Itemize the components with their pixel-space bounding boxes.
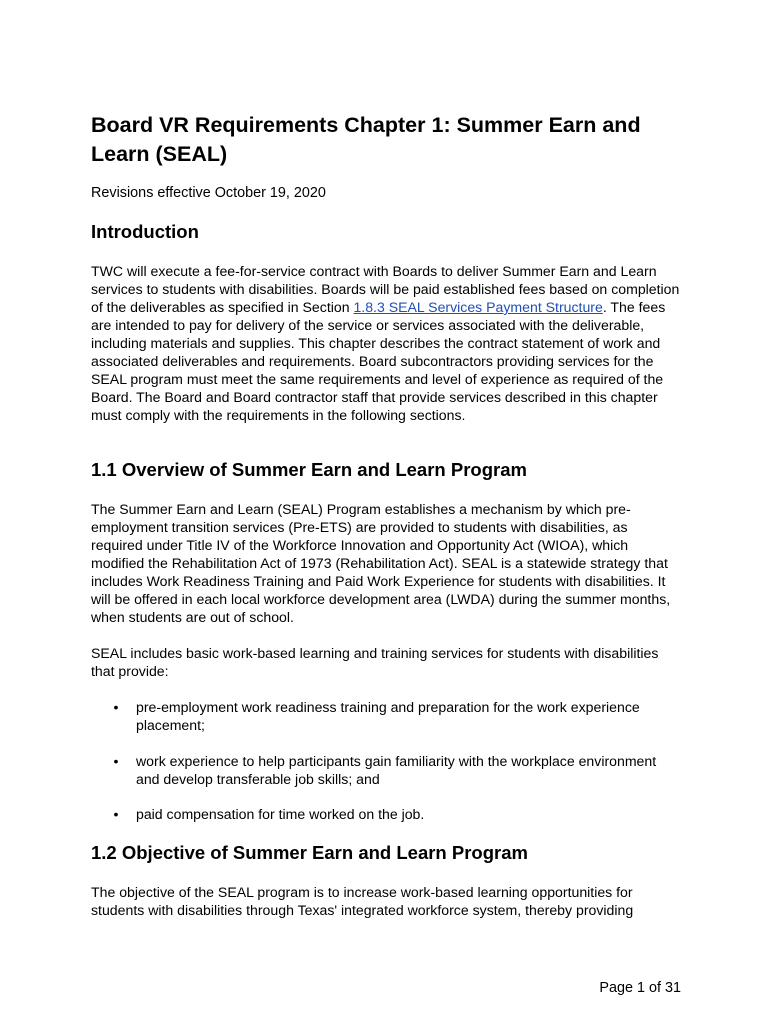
bullet-icon: • bbox=[113, 806, 119, 822]
list-item-text: work experience to help participants gain familiarity with the workplace environment and develop transferable job skills; and bbox=[136, 753, 657, 787]
revision-date: Revisions effective October 19, 2020 bbox=[91, 185, 326, 201]
page-number: Page 1 of 31 bbox=[599, 980, 681, 996]
list-item-text: pre-employment work readiness training and preparation for the work experience placement; bbox=[136, 699, 640, 733]
section-1-1-heading: 1.1 Overview of Summer Earn and Learn Program bbox=[91, 459, 527, 480]
section-1-1-paragraph-2: SEAL includes basic work-based learning and training services for students with disabilities that provide: bbox=[91, 645, 659, 679]
section-1-2-paragraph-1: The objective of the SEAL program is to increase work-based learning opportunities for students with disabilities through Texas' integrated workforce system, thereby providing bbox=[91, 884, 634, 918]
document-page bbox=[91, 0, 681, 1024]
section-1-2-heading: 1.2 Objective of Summer Earn and Learn Program bbox=[91, 842, 528, 863]
payment-structure-link[interactable]: 1.8.3 SEAL Services Payment Structure bbox=[353, 299, 603, 315]
bullet-icon: • bbox=[113, 699, 119, 715]
bullet-icon: • bbox=[113, 753, 119, 769]
introduction-paragraph bbox=[91, 262, 681, 424]
document-title: Board VR Requirements Chapter 1: Summer Earn and Learn (SEAL) bbox=[91, 113, 641, 166]
introduction-heading: Introduction bbox=[91, 221, 199, 242]
introduction-text-start: TWC will execute a fee-for-service contract with Boards to deliver Summer Earn and Learn services to students with disabilities. Boards will be paid established fees based on completion of the deliverables as specified in Section bbox=[91, 263, 680, 315]
section-1-1-paragraph-1: The Summer Earn and Learn (SEAL) Program establishes a mechanism by which pre-employment transition services (Pre-ETS) are provided to students with disabilities, as required under Title IV of the Workforce Innovation and Opportunity Act (WIOA), which modified the Rehabilitation Act of 1973 (Rehabilitation Act). SEAL is a statewide strategy that includes Work Readiness Training and Paid Work Experience for students with disabilities. It will be offered in each local workforce development area (LWDA) during the summer months, when students are out of school. bbox=[91, 501, 671, 625]
list-item-text: paid compensation for time worked on the job. bbox=[136, 806, 425, 822]
introduction-text-end: . The fees are intended to pay for delivery of the service or services associated with the deliverable, including materials and supplies. This chapter describes the contract statement of work and associated deliverables and requirements. Board subcontractors providing services for the SEAL program must meet the same requirements and level of experience as required of the Board. The Board and Board contractor staff that provide services described in this chapter must comply with the requirements in the following sections. bbox=[91, 299, 666, 423]
